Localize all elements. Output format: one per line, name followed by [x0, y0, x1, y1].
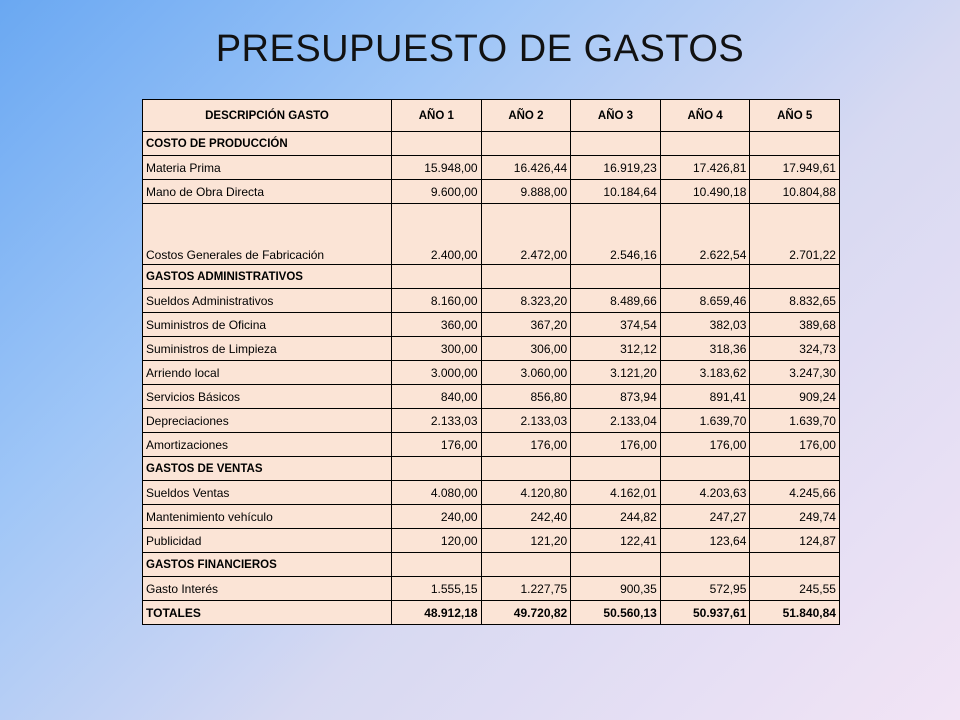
budget-table: [142, 99, 840, 625]
row-label: Arriendo local: [143, 361, 392, 385]
cell-year-4: 2.622,54: [660, 204, 750, 265]
cell-year-2: [481, 553, 571, 577]
cell-year-1: 4.080,00: [392, 481, 482, 505]
row-label: Sueldos Administrativos: [143, 289, 392, 313]
cell-year-2: 2.472,00: [481, 204, 571, 265]
cell-year-2: 9.888,00: [481, 180, 571, 204]
table-row: [143, 409, 840, 433]
cell-year-4: 4.203,63: [660, 481, 750, 505]
cell-year-1: 15.948,00: [392, 156, 482, 180]
table-row: [143, 385, 840, 409]
cell-year-3: 873,94: [571, 385, 661, 409]
cell-year-3: 122,41: [571, 529, 661, 553]
table-row: [143, 505, 840, 529]
cell-year-4: 247,27: [660, 505, 750, 529]
cell-year-2: 1.227,75: [481, 577, 571, 601]
table-row: [143, 156, 840, 180]
column-header-year-3: AÑO 3: [571, 100, 661, 132]
cell-year-5: [750, 132, 840, 156]
cell-year-5: 124,87: [750, 529, 840, 553]
column-header-year-1: AÑO 1: [392, 100, 482, 132]
cell-year-1: 176,00: [392, 433, 482, 457]
row-label: Depreciaciones: [143, 409, 392, 433]
table-header-row: [143, 100, 840, 132]
cell-year-2: 176,00: [481, 433, 571, 457]
column-header-year-4: AÑO 4: [660, 100, 750, 132]
column-header-year-5: AÑO 5: [750, 100, 840, 132]
row-label: Gasto Interés: [143, 577, 392, 601]
cell-year-4: [660, 553, 750, 577]
table-row: [143, 180, 840, 204]
cell-year-4: 50.937,61: [660, 601, 750, 625]
cell-year-1: [392, 553, 482, 577]
row-label: TOTALES: [143, 601, 392, 625]
table-row: [143, 577, 840, 601]
cell-year-3: [571, 132, 661, 156]
cell-year-5: 4.245,66: [750, 481, 840, 505]
cell-year-3: 16.919,23: [571, 156, 661, 180]
cell-year-4: [660, 265, 750, 289]
cell-year-4: 123,64: [660, 529, 750, 553]
cell-year-2: 8.323,20: [481, 289, 571, 313]
section-header-row: [143, 265, 840, 289]
cell-year-4: 176,00: [660, 433, 750, 457]
row-label: GASTOS ADMINISTRATIVOS: [143, 265, 392, 289]
table-row: [143, 433, 840, 457]
cell-year-4: 10.490,18: [660, 180, 750, 204]
cell-year-3: 374,54: [571, 313, 661, 337]
cell-year-4: [660, 132, 750, 156]
row-label: GASTOS DE VENTAS: [143, 457, 392, 481]
cell-year-1: [392, 457, 482, 481]
cell-year-3: 50.560,13: [571, 601, 661, 625]
cell-year-1: 1.555,15: [392, 577, 482, 601]
cell-year-1: 240,00: [392, 505, 482, 529]
cell-year-3: 3.121,20: [571, 361, 661, 385]
cell-year-2: 856,80: [481, 385, 571, 409]
cell-year-3: 8.489,66: [571, 289, 661, 313]
section-header-row: [143, 553, 840, 577]
table-row: [143, 529, 840, 553]
cell-year-1: 360,00: [392, 313, 482, 337]
row-label: Suministros de Oficina: [143, 313, 392, 337]
cell-year-5: 17.949,61: [750, 156, 840, 180]
cell-year-4: 572,95: [660, 577, 750, 601]
row-label: Costos Generales de Fabricación: [143, 204, 392, 265]
cell-year-4: [660, 457, 750, 481]
cell-year-3: [571, 457, 661, 481]
cell-year-5: 389,68: [750, 313, 840, 337]
cell-year-4: 318,36: [660, 337, 750, 361]
cell-year-1: [392, 265, 482, 289]
cell-year-3: [571, 265, 661, 289]
table-row: [143, 313, 840, 337]
cell-year-5: [750, 457, 840, 481]
column-header-description: DESCRIPCIÓN GASTO: [143, 100, 392, 132]
row-label: GASTOS FINANCIEROS: [143, 553, 392, 577]
cell-year-1: 8.160,00: [392, 289, 482, 313]
row-label: Suministros de Limpieza: [143, 337, 392, 361]
cell-year-2: 121,20: [481, 529, 571, 553]
cell-year-1: 840,00: [392, 385, 482, 409]
row-label: Mano de Obra Directa: [143, 180, 392, 204]
cell-year-5: 1.639,70: [750, 409, 840, 433]
cell-year-2: 2.133,03: [481, 409, 571, 433]
cell-year-1: 2.133,03: [392, 409, 482, 433]
cell-year-5: 3.247,30: [750, 361, 840, 385]
cell-year-5: 8.832,65: [750, 289, 840, 313]
cell-year-2: 4.120,80: [481, 481, 571, 505]
cell-year-5: 2.701,22: [750, 204, 840, 265]
cell-year-3: [571, 553, 661, 577]
row-label: Publicidad: [143, 529, 392, 553]
cell-year-3: 4.162,01: [571, 481, 661, 505]
cell-year-5: 909,24: [750, 385, 840, 409]
totals-row: [143, 601, 840, 625]
cell-year-2: 306,00: [481, 337, 571, 361]
section-header-row: [143, 132, 840, 156]
cell-year-5: [750, 265, 840, 289]
cell-year-3: 900,35: [571, 577, 661, 601]
cell-year-2: 49.720,82: [481, 601, 571, 625]
cell-year-2: 242,40: [481, 505, 571, 529]
cell-year-4: 3.183,62: [660, 361, 750, 385]
table-row: [143, 204, 840, 265]
row-label: Servicios Básicos: [143, 385, 392, 409]
cell-year-5: [750, 553, 840, 577]
cell-year-1: 300,00: [392, 337, 482, 361]
table-body: [143, 132, 840, 625]
cell-year-2: 16.426,44: [481, 156, 571, 180]
cell-year-2: 3.060,00: [481, 361, 571, 385]
cell-year-3: 2.133,04: [571, 409, 661, 433]
cell-year-3: 312,12: [571, 337, 661, 361]
row-label: COSTO DE PRODUCCIÓN: [143, 132, 392, 156]
cell-year-3: 2.546,16: [571, 204, 661, 265]
cell-year-5: 245,55: [750, 577, 840, 601]
row-label: Amortizaciones: [143, 433, 392, 457]
cell-year-1: 9.600,00: [392, 180, 482, 204]
cell-year-4: 17.426,81: [660, 156, 750, 180]
cell-year-1: 48.912,18: [392, 601, 482, 625]
cell-year-1: [392, 132, 482, 156]
cell-year-1: 2.400,00: [392, 204, 482, 265]
cell-year-1: 120,00: [392, 529, 482, 553]
cell-year-3: 10.184,64: [571, 180, 661, 204]
cell-year-2: [481, 132, 571, 156]
cell-year-4: 8.659,46: [660, 289, 750, 313]
cell-year-2: [481, 457, 571, 481]
table-row: [143, 337, 840, 361]
table-row: [143, 481, 840, 505]
cell-year-3: 176,00: [571, 433, 661, 457]
table-row: [143, 289, 840, 313]
table-row: [143, 361, 840, 385]
cell-year-4: 1.639,70: [660, 409, 750, 433]
cell-year-5: 51.840,84: [750, 601, 840, 625]
cell-year-5: 324,73: [750, 337, 840, 361]
cell-year-3: 244,82: [571, 505, 661, 529]
cell-year-4: 382,03: [660, 313, 750, 337]
column-header-year-2: AÑO 2: [481, 100, 571, 132]
cell-year-5: 249,74: [750, 505, 840, 529]
page-title: PRESUPUESTO DE GASTOS: [215, 28, 745, 70]
cell-year-5: 10.804,88: [750, 180, 840, 204]
row-label: Mantenimiento vehículo: [143, 505, 392, 529]
cell-year-5: 176,00: [750, 433, 840, 457]
cell-year-2: 367,20: [481, 313, 571, 337]
cell-year-2: [481, 265, 571, 289]
section-header-row: [143, 457, 840, 481]
row-label: Materia Prima: [143, 156, 392, 180]
cell-year-1: 3.000,00: [392, 361, 482, 385]
row-label: Sueldos Ventas: [143, 481, 392, 505]
cell-year-4: 891,41: [660, 385, 750, 409]
